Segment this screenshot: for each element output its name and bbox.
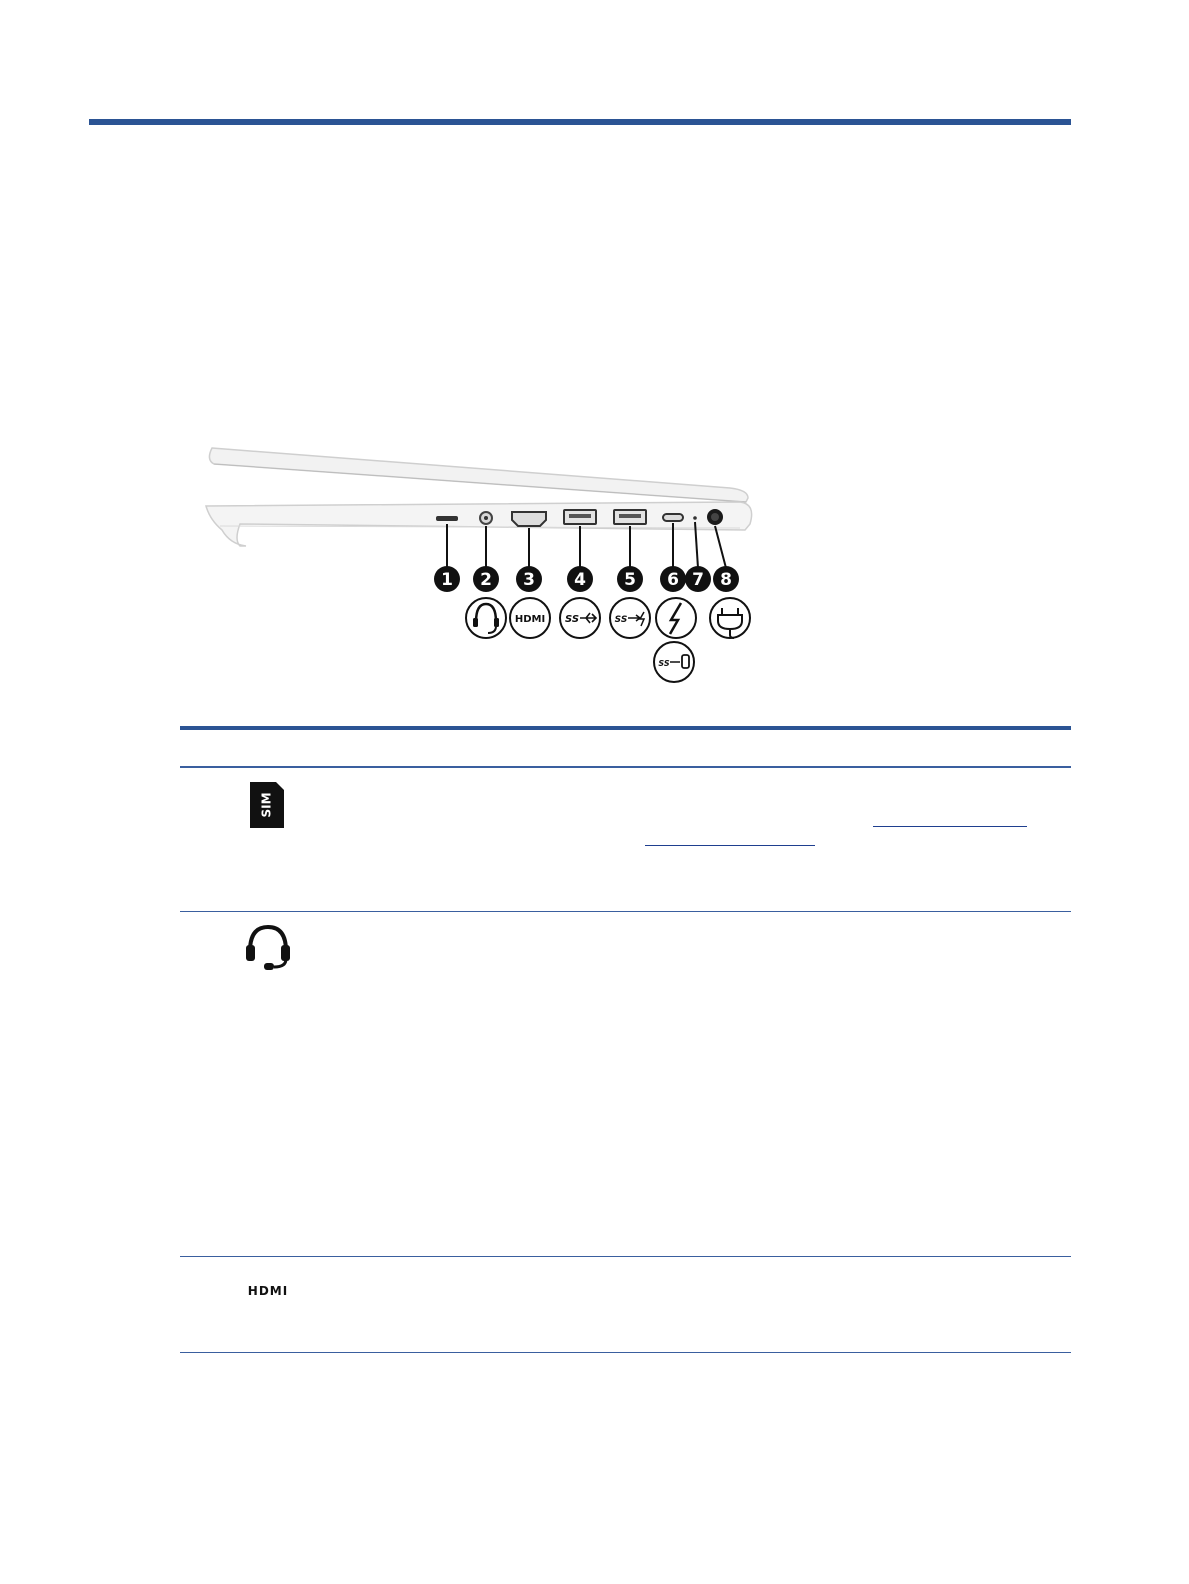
chapter-top-rule: [89, 119, 1071, 125]
svg-text:SS: SS: [614, 615, 628, 625]
svg-text:SS: SS: [658, 659, 670, 668]
power-led: [693, 516, 697, 520]
svg-text:SIM: SIM: [259, 792, 274, 818]
svg-text:HDMI: HDMI: [514, 614, 546, 625]
callout-label-8: 8: [720, 570, 732, 590]
table-row-divider: [180, 1352, 1071, 1353]
callout-label-3: 3: [523, 570, 535, 590]
svg-text:HDMI: HDMI: [247, 1284, 289, 1298]
link-underline[interactable]: [873, 826, 1027, 827]
thunderbolt-icon: [656, 598, 696, 638]
callout-group: [434, 566, 739, 592]
table-header-rule: [180, 726, 1071, 730]
laptop-base: [206, 502, 752, 546]
table-header-bottom-rule: [180, 766, 1071, 768]
callout-label-2: 2: [480, 570, 492, 590]
callout-label-6: 6: [667, 570, 679, 590]
callout-label-7: 7: [692, 570, 704, 590]
laptop-side-illustration: [200, 440, 760, 700]
svg-text:SS: SS: [564, 614, 580, 625]
hdmi-icon: [242, 1284, 294, 1303]
table-row-divider: [180, 911, 1071, 912]
hdmi-port: [512, 512, 546, 526]
callout-label-5: 5: [624, 570, 636, 590]
link-underline[interactable]: [645, 845, 815, 846]
headset-icon: [244, 921, 292, 978]
sim-card-icon: [250, 782, 286, 833]
callout-label-4: 4: [574, 570, 586, 590]
laptop-lid: [209, 448, 748, 502]
usb-c-port: [663, 514, 683, 521]
sd-card-slot: [436, 516, 458, 521]
table-row-divider: [180, 1256, 1071, 1257]
callout-label-1: 1: [441, 570, 453, 590]
